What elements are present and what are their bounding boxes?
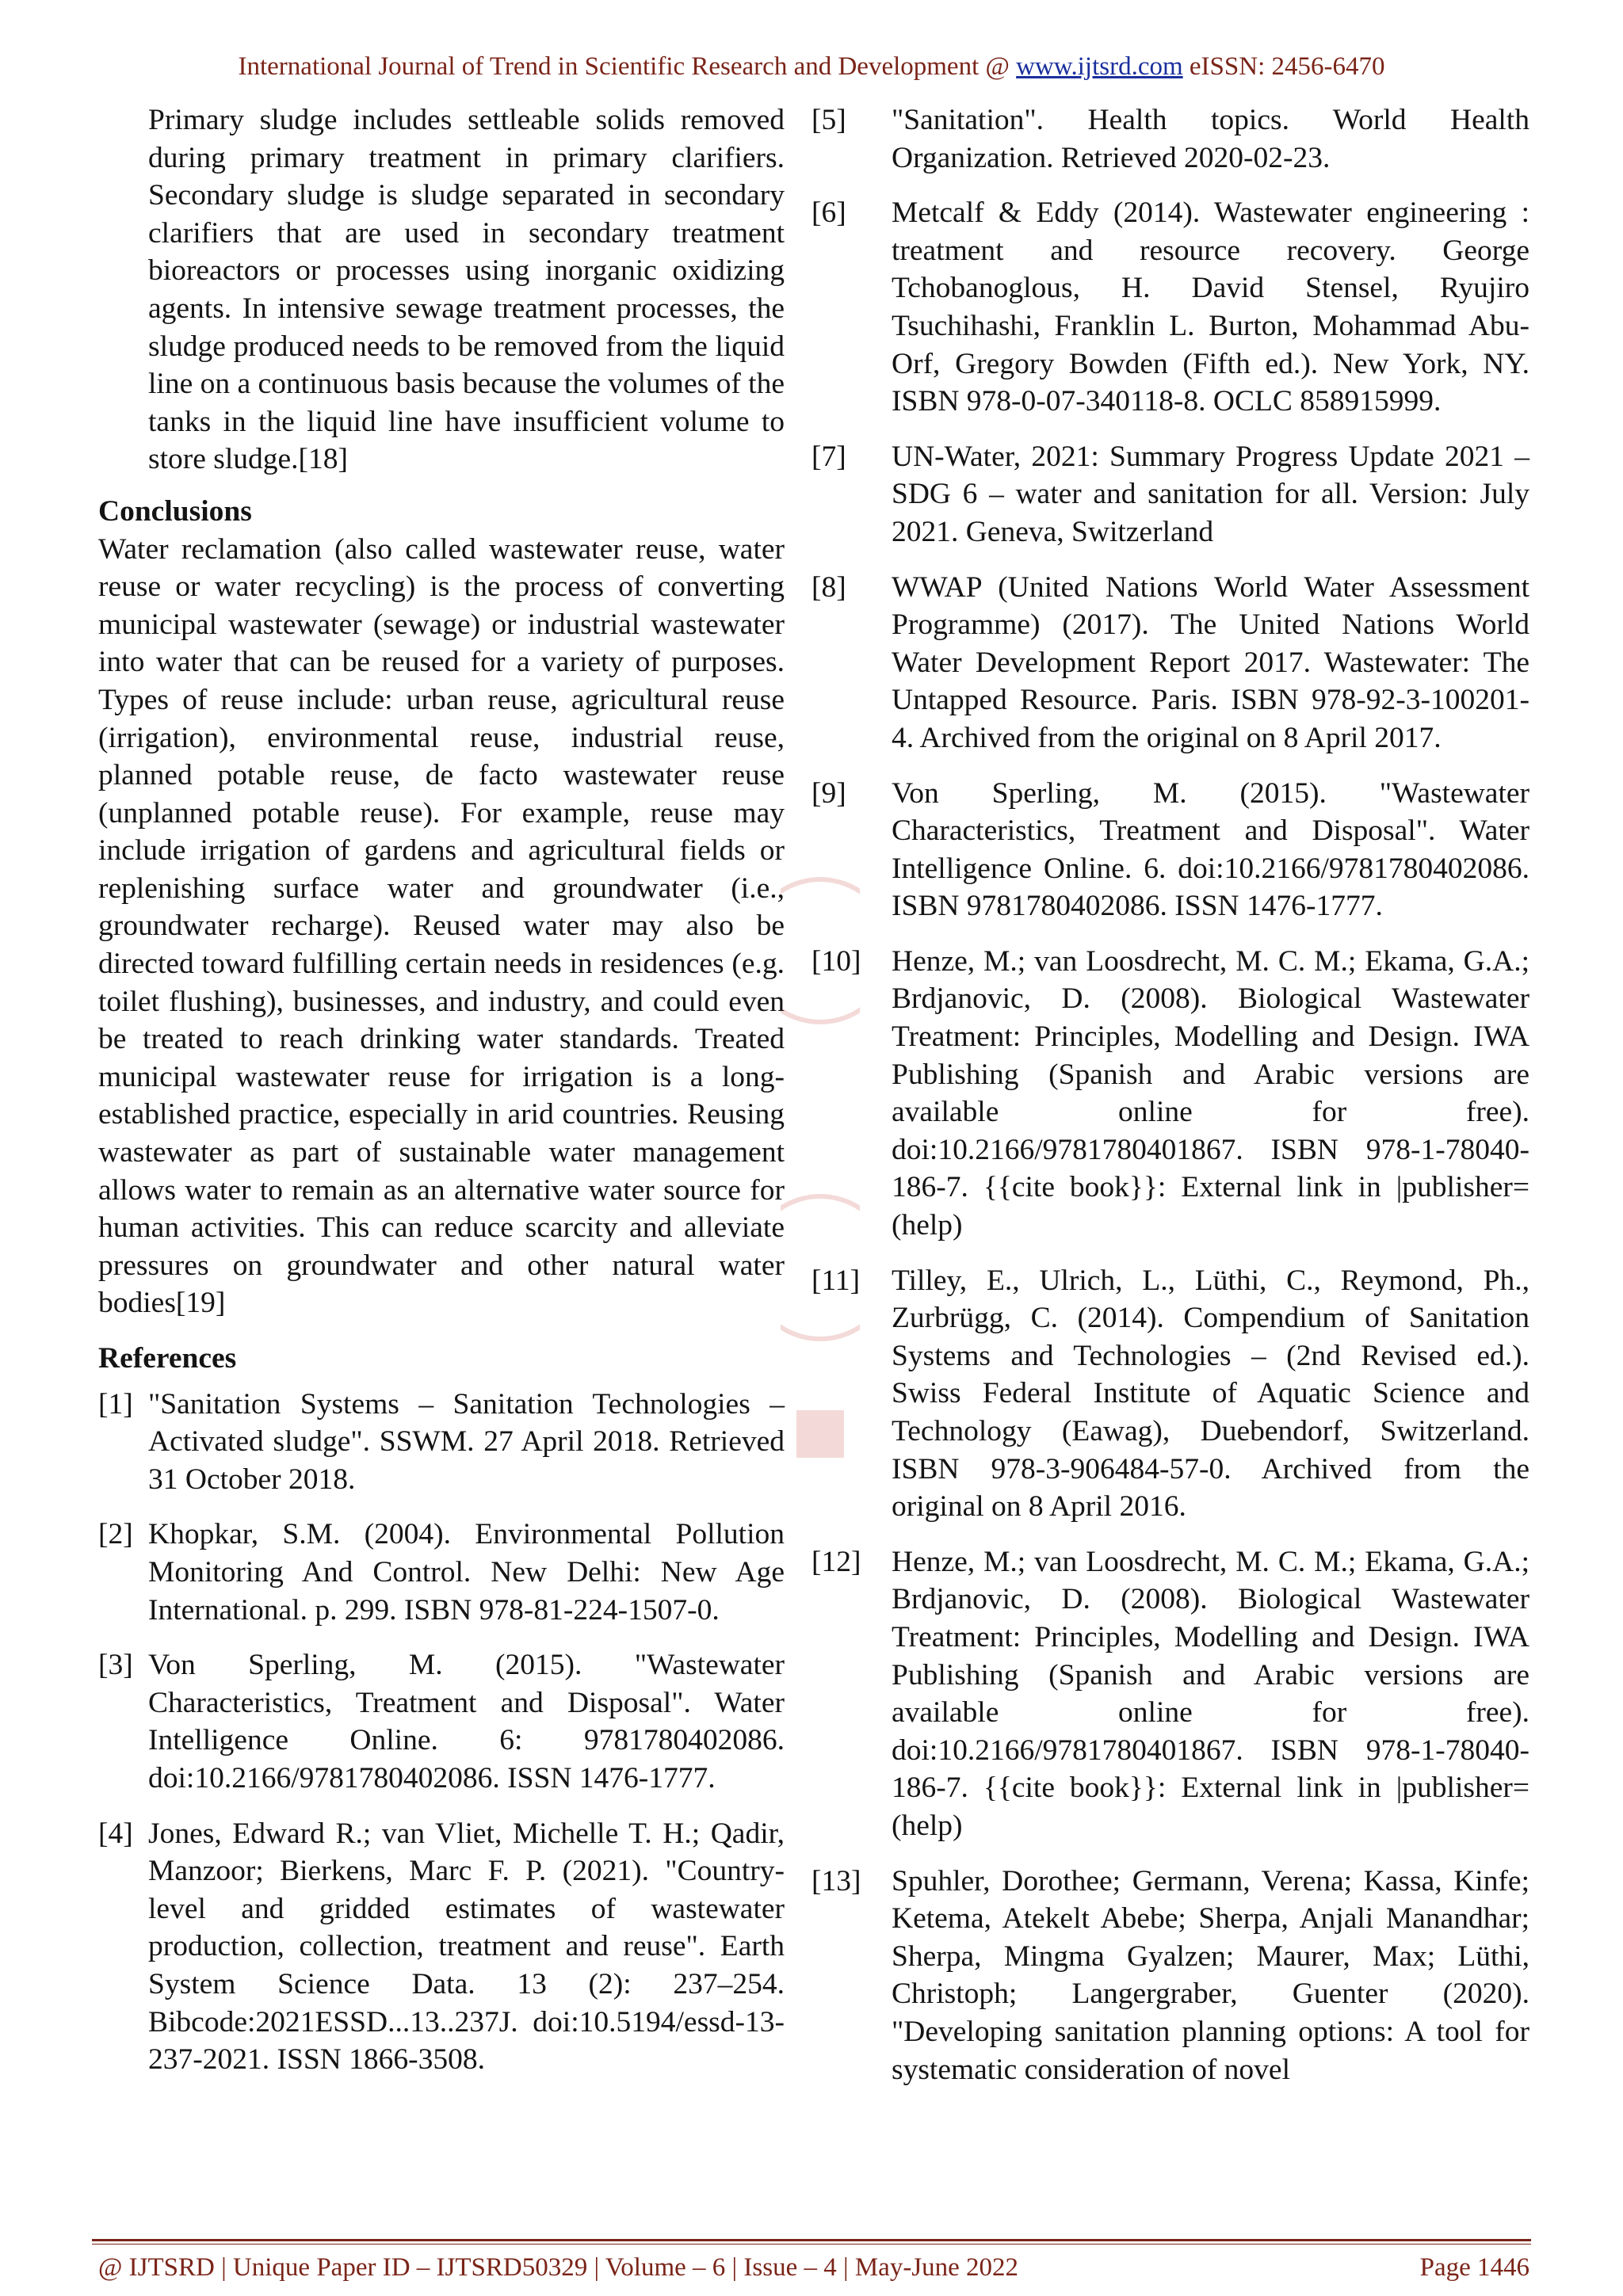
reference-number: [8] bbox=[812, 570, 846, 604]
running-footer bbox=[98, 2250, 1529, 2288]
references-heading: References bbox=[98, 1342, 237, 1375]
conclusions-heading: Conclusions bbox=[98, 494, 252, 528]
reference-text: Jones, Edward R.; van Vliet, Michelle T. H.; Qadir, Manzoor; Bierkens, Marc F. P. (2021). "Country-level and gridded estimates of wastewater production, collection, treatment and reuse". Earth System Science Data. 13 (2): 237–254. Bibcode:2021ESSD...13..237J. doi:10.5194/essd-13-237-2021. ISSN 1866-3508. bbox=[148, 1817, 785, 2077]
header-journal-name: International Journal of Trend in Scientific Research and Development @ bbox=[238, 52, 1017, 81]
reference-item bbox=[812, 775, 1529, 925]
sludge-paragraph: Primary sludge includes settleable solids removed during primary treatment in primary clarifiers. Secondary sludge is sludge separated in secondary clarifiers that are used in secondary treatment bioreactors or processes using inorganic oxidizing agents. In intensive sewage treatment processes, the sludge produced needs to be removed from the liquid line on a continuous basis because the volumes of the tanks in the liquid line have insufficient volume to store sludge.[18] bbox=[148, 104, 785, 476]
reference-number: [7] bbox=[812, 440, 846, 473]
reference-number: [3] bbox=[98, 1649, 133, 1682]
reference-number: [9] bbox=[812, 776, 846, 810]
header-issn: eISSN: 2456-6470 bbox=[1182, 52, 1385, 81]
right-column bbox=[812, 101, 1529, 2106]
reference-text: UN-Water, 2021: Summary Progress Update 2021 – SDG 6 – water and sanitation for all. Version: July 2021. Geneva, Switzerland bbox=[892, 440, 1529, 548]
reference-text: Henze, M.; van Loosdrecht, M. C. M.; Ekama, G.A.; Brdjanovic, D. (2008). Biological Wastewater Treatment: Principles, Modelling and Design. IWA Publishing (Spanish and Arabic versions are available online for free). doi:10.2166/9781780401867. ISBN 978-1-78040-186-7. {{cite book}}: External link in |publisher= (help) bbox=[892, 1545, 1529, 1842]
conclusions-paragraph: Water reclamation (also called wastewater reuse, water reuse or water recycling) is the process of converting municipal wastewater (sewage) or industrial wastewater into water that can be reused for a variety of purposes. Types of reuse include: urban reuse, agricultural reuse (irrigation), environmental reuse, industrial reuse, planned potable reuse, de facto wastewater reuse (unplanned potable reuse). For example, reuse may include irrigation of gardens and agricultural fields or replenishing surface water and groundwater (i.e., groundwater recharge). Reused water may also be directed toward fulfilling certain needs in residences (e.g. toilet flushing), businesses, and industry, and could even be treated to reach drinking water standards. Treated municipal wastewater reuse for irrigation is a long-established practice, especially in arid countries. Reusing wastewater as part of sustainable water management allows water to remain as an alternative water source for human activities. This can reduce scarcity and alleviate pressures on groundwater and other natural water bodies[19] bbox=[98, 532, 785, 1320]
reference-text: Henze, M.; van Loosdrecht, M. C. M.; Ekama, G.A.; Brdjanovic, D. (2008). Biological Wastewater Treatment: Principles, Modelling and Design. IWA Publishing (Spanish and Arabic versions are available online for free). doi:10.2166/9781780401867. ISBN 978-1-78040-186-7. {{cite book}}: External link in |publisher= (help) bbox=[892, 944, 1529, 1242]
reference-number: [12] bbox=[812, 1545, 861, 1578]
reference-number: [5] bbox=[812, 104, 846, 136]
reference-text: Tilley, E., Ulrich, L., Lüthi, C., Reymond, Ph., Zurbrügg, C. (2014). Compendium of Sanitation Systems and Technologies – (2nd Revised ed.). Swiss Federal Institute of Aquatic Science and Technology (Eawag), Duebendorf, Switzerland. ISBN 978-3-906484-57-0. Archived from the original on 8 April 2016. bbox=[892, 1264, 1529, 1524]
page-number: Page 1446 bbox=[1419, 2253, 1529, 2282]
reference-text: Khopkar, S.M. (2004). Environmental Pollution Monitoring And Control. New Delhi: New Age International. p. 299. ISBN 978-81-224-1507-0. bbox=[148, 1518, 785, 1627]
reference-item bbox=[812, 1543, 1529, 1845]
reference-item bbox=[812, 569, 1529, 757]
reference-number: [2] bbox=[98, 1518, 133, 1551]
reference-item bbox=[812, 943, 1529, 1245]
running-header bbox=[0, 49, 1623, 84]
footer-rule-thin bbox=[92, 2244, 1531, 2245]
reference-text: WWAP (United Nations World Water Assessment Programme) (2017). The United Nations World Water Development Report 2017. Wastewater: The Untapped Resource. Paris. ISBN 978-92-3-100201-4. Archived from the original on 8 April 2017. bbox=[892, 570, 1529, 754]
footer-paper-info: @ IJTSRD | Unique Paper ID – IJTSRD50329 | Volume – 6 | Issue – 4 | May-June 2022 bbox=[98, 2253, 1019, 2282]
reference-text: Von Sperling, M. (2015). "Wastewater Characteristics, Treatment and Disposal". Water Intelligence Online. 6: 9781780402086. doi:10.2166/9781780402086. ISSN 1476-1777. bbox=[148, 1649, 785, 1794]
reference-item bbox=[812, 194, 1529, 421]
footer-rule bbox=[92, 2239, 1531, 2241]
reference-item bbox=[98, 1646, 785, 1797]
reference-number: [11] bbox=[812, 1264, 861, 1297]
reference-item bbox=[812, 101, 1529, 177]
reference-number: [6] bbox=[812, 196, 846, 230]
reference-item bbox=[812, 438, 1529, 551]
reference-text: Metcalf & Eddy (2014). Wastewater engineering : treatment and resource recovery. George Tchobanoglous, H. David Stensel, Ryujiro Tsuchihashi, Franklin L. Burton, Mohammad Abu-Orf, Gregory Bowden (Fifth ed.). New York, NY. ISBN 978-0-07-340118-8. OCLC 858915999. bbox=[892, 196, 1529, 418]
reference-item bbox=[812, 1262, 1529, 1526]
reference-text: "Sanitation". Health topics. World Health Organization. Retrieved 2020-02-23. bbox=[892, 104, 1529, 174]
reference-number: [13] bbox=[812, 1864, 861, 1897]
reference-number: [10] bbox=[812, 944, 861, 978]
reference-item bbox=[98, 1516, 785, 1629]
reference-text: Von Sperling, M. (2015). "Wastewater Characteristics, Treatment and Disposal". Water Intelligence Online. 6. doi:10.2166/9781780402086. ISBN 9781780402086. ISSN 1476-1777. bbox=[892, 776, 1529, 923]
reference-item bbox=[98, 1386, 785, 1499]
reference-item bbox=[812, 1863, 1529, 2089]
left-column bbox=[98, 101, 785, 2096]
reference-text: "Sanitation Systems – Sanitation Technologies – Activated sludge". SSWM. 27 April 2018. Retrieved 31 October 2018. bbox=[148, 1387, 785, 1496]
reference-item bbox=[98, 1815, 785, 2079]
journal-website-link[interactable]: www.ijtsrd.com bbox=[1016, 52, 1183, 81]
reference-text: Spuhler, Dorothee; Germann, Verena; Kassa, Kinfe; Ketema, Atekelt Abebe; Sherpa, Anjali Manandhar; Sherpa, Mingma Gyalzen; Maurer, Max; Lüthi, Christoph; Langergraber, Guenter (2020). "Developing sanitation planning options: A tool for systematic consideration of novel bbox=[892, 1864, 1529, 2086]
reference-number: [1] bbox=[98, 1387, 133, 1421]
reference-number: [4] bbox=[98, 1817, 133, 1850]
